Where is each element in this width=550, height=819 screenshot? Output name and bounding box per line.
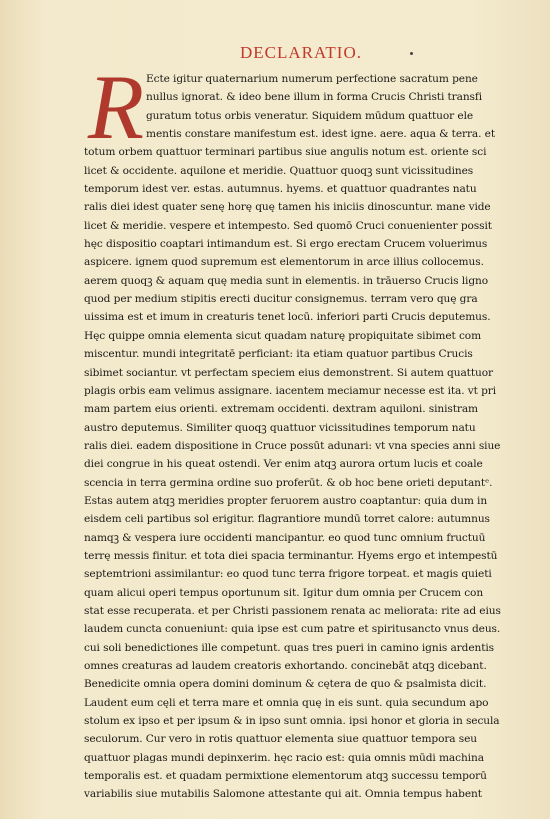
text-line: ralis diei. eadem dispositione in Cruce possūt adunari: vt vna species anni siue xyxy=(84,439,501,452)
text-line: seculorum. Cur vero in rotis quattuor elementa siue quattuor tempora seu xyxy=(84,733,478,746)
text-line: guratum totus orbis veneratur. Siquidem mūdum quattuor ele xyxy=(146,109,474,122)
text-line: austro deputemus. Similiter quoqꝫ quattuor vicissitudines temporum natu xyxy=(84,421,476,434)
text-line: cui soli benedictiones ille competunt. quas tres pueri in camino ignis ardentis xyxy=(84,641,495,654)
text-line: Ecte igitur quaternarium numerum perfectione sacratum pene xyxy=(146,73,478,85)
text-line: temporum idest ver. estas. autumnus. hyems. et quattuor quadrantes natu xyxy=(84,183,477,196)
text-line: diei congrue in his queat ostendi. Ver enim atqꝫ aurora ortum lucis et coale xyxy=(84,458,483,471)
text-line: Hęc quippe omnia elementa sicut quadam naturę propiquitate sibimet com xyxy=(84,329,482,342)
text-line: plagis orbis eam velimus assignare. iacentem meciamur necesse est ita. vt pri xyxy=(84,384,497,397)
text-line: licet & meridie. vespere et intempesto. Sed quomō Cruci conuenienter possit xyxy=(84,219,492,232)
text-line: stolum ex ipso et per ipsum & in ipso sunt omnia. ipsi honor et gloria in secula xyxy=(84,715,500,728)
text-line: hęc dispositio coaptari intimandum est. Si ergo erectam Crucem voluerimus xyxy=(84,238,488,251)
text-line: quam alicui operi tempus oportunum sit. Igitur dum omnia per Crucem con xyxy=(84,586,484,599)
text-line: quattuor plagas mundi depinxerim. hęc racio est: quia omnis mūdi machina xyxy=(84,751,484,764)
text-line: quod per medium stipitis erecti ducitur consignemus. terram vero quę gra xyxy=(84,293,478,306)
text-line: stat esse recuperata. et per Christi passionem renata ac meliorata: rite ad eius xyxy=(84,604,501,617)
text-line: terrę messis finitur. et tota diei spacia terminantur. Hyems ergo et intempestū xyxy=(84,549,498,562)
text-line: variabilis siue mutabilis Salomone attestante qui ait. Omnia tempus habent xyxy=(84,788,482,801)
text-line: miscentur. mundi integritatē perficiant: ita etiam quatuor partibus Crucis xyxy=(84,348,473,361)
text-line: sibimet sociantur. vt perfectam speciem eius demonstrent. Si autem quattuor xyxy=(84,366,493,379)
decorated-initial: R xyxy=(87,56,145,158)
text-line: Benedicite omnia opera domini dominum & cętera de quo & psalmista dicit. xyxy=(84,678,487,691)
text-line: ralis diei idest quater senę horę quę tamen his iniciis dinoscuntur. mane vide xyxy=(84,201,491,214)
text-line: laudem cuncta conueniunt: quia ipse est cum patre et spiritusancto vnus deus. xyxy=(84,623,501,636)
text-line: omnes creaturas ad laudem creatoris exhortando. concinebāt atqꝫ dicebant. xyxy=(84,660,487,672)
text-line: uissima est et imum in creaturis tenet locū. inferiori parti Crucis deputemus. xyxy=(84,311,491,324)
text-line: aerem quoqꝫ & aquam quę media sunt in elementis. in trāuerso Crucis ligno xyxy=(84,274,489,287)
text-line: Estas autem atqꝫ meridies propter feruorem austro coaptantur: quia dum in xyxy=(84,494,488,507)
text-line: aspicere. ignem quod supremum est elementorum in arce illius collocemus. xyxy=(84,256,484,269)
text-line: licet & occidente. aquilone et meridie. Quattuor quoqꝫ sunt vicissitudines xyxy=(84,164,474,177)
text-line: Laudent eum cęli et terra mare et omnia quę in eis sunt. quia secundum apo xyxy=(84,696,489,709)
page-heading: DECLARATIO. xyxy=(240,43,362,62)
text-line: eisdem celi partibus sol erigitur. flagrantiore mundū torret calore: autumnus xyxy=(84,513,490,526)
text-block xyxy=(84,56,524,804)
text-line: mam partem eius orienti. extremam occidenti. dextram aquiloni. sinistram xyxy=(84,403,479,416)
text-line: septemtrioni assimilantur: eo quod tunc terra frigore torpeat. et magis quieti xyxy=(84,568,492,581)
text-line: namqꝫ & vespera iure occidenti mancipantur. eo quod tunc omnium fructuū xyxy=(84,531,486,544)
text-line: nullus ignorat. & ideo bene illum in forma Crucis Christi transfi xyxy=(146,91,483,104)
text-line: scencia in terra germina ordine suo proferūt. & ob hoc bene orieti deputantᵉ. xyxy=(84,476,493,489)
text-line: mentis constare manifestum est. idest igne. aere. aqua & terra. et xyxy=(146,128,496,141)
text-line: totum orbem quattuor terminari partibus siue angulis notum est. oriente sci xyxy=(84,146,487,159)
ornament-dot xyxy=(410,52,413,55)
text-line: temporalis est. et quadam permixtione elementorum atqꝫ successu temporū xyxy=(84,770,487,783)
